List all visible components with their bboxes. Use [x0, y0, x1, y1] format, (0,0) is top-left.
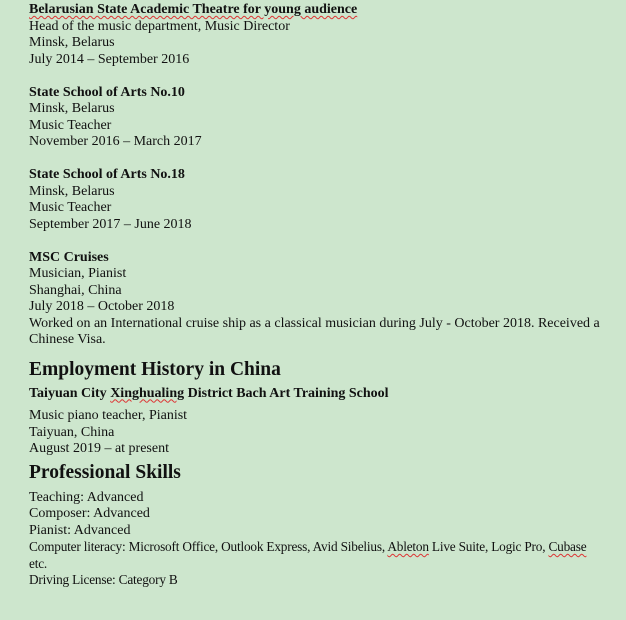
text-part: Live Suite, Logic Pro,	[428, 539, 549, 554]
job-dates: September 2017 – June 2018	[29, 216, 192, 232]
computer-literacy-cont: etc.	[29, 555, 48, 571]
job-location: Shanghai, China	[29, 282, 122, 298]
job-title: Music Teacher	[29, 200, 112, 215]
job-title: Music Teacher	[29, 117, 112, 133]
job-dates: August 2019 – at present	[29, 441, 169, 456]
section-heading-skills: Professional Skills	[29, 461, 181, 483]
job-location: Taiyuan, China	[29, 424, 115, 440]
job-title: Musician, Pianist	[29, 266, 127, 281]
job-location: Minsk, Belarus	[29, 35, 115, 50]
spacer	[29, 151, 609, 168]
org-name: MSC Cruises	[29, 249, 109, 265]
text-part: Ableton	[387, 539, 429, 554]
job-title: Music piano teacher, Pianist	[29, 408, 188, 423]
org-name-part: Taiyuan City	[29, 385, 111, 401]
skill-item: Pianist: Advanced	[29, 522, 131, 538]
section-heading-china: Employment History in China	[29, 358, 281, 380]
job-dates: July 2018 – October 2018	[29, 299, 175, 314]
skill-item: Teaching: Advanced	[29, 489, 144, 505]
computer-literacy	[29, 539, 609, 556]
text-part: Cubase	[548, 539, 587, 554]
org-name	[29, 386, 609, 403]
driving-license: Driving License: Category B	[29, 572, 178, 587]
org-name-part: District Bach Art Training School	[184, 385, 389, 401]
text-part: Computer literacy: Microsoft Office, Outlook Express, Avid Sibelius,	[29, 539, 388, 554]
org-name: State School of Arts No.10	[29, 84, 185, 100]
org-name: State School of Arts No.18	[29, 167, 185, 182]
org-name-part: Xinghualing	[110, 385, 185, 401]
spacer	[29, 233, 609, 250]
job-description: Worked on an International cruise ship as a classical musician during July - October 2018. Received a Chinese Visa.	[29, 315, 600, 347]
job-location: Minsk, Belarus	[29, 183, 115, 199]
org-name: Belarusian State Academic Theatre for young audience	[29, 2, 358, 17]
spacer	[29, 68, 609, 85]
job-title: Head of the music department, Music Director	[29, 18, 290, 34]
skill-item: Composer: Advanced	[29, 506, 150, 521]
resume-document	[29, 2, 609, 589]
job-dates: November 2016 – March 2017	[29, 134, 202, 149]
job-dates: July 2014 – September 2016	[29, 51, 190, 67]
job-location: Minsk, Belarus	[29, 101, 115, 116]
